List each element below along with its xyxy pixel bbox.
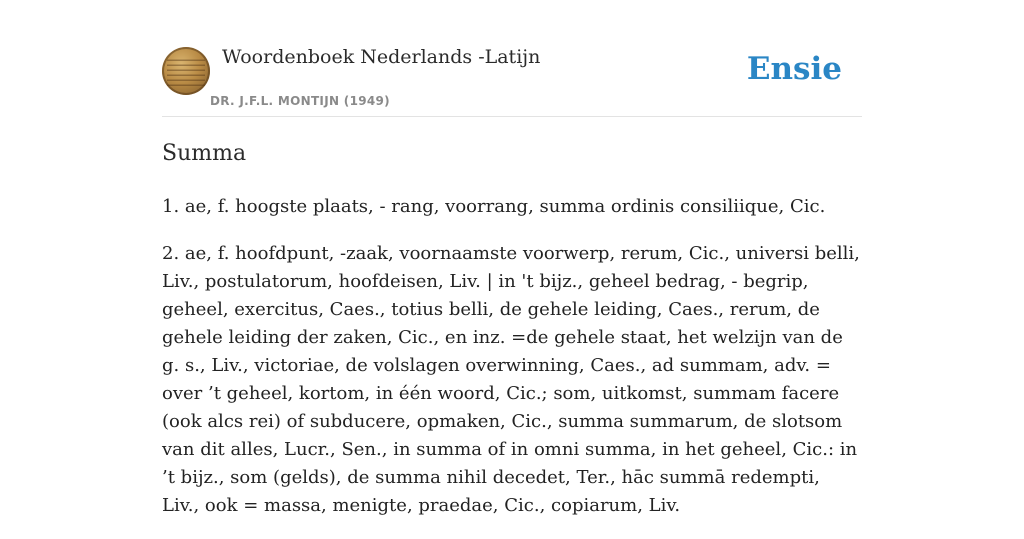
definition-list bbox=[162, 193, 862, 539]
definition-item-2: 2. ae, f. hoofdpunt, -zaak, voornaamste voorwerp, rerum, Cic., universi belli, Liv., postulatorum, hoofdeisen, Liv. | in 't bijz., geheel bedrag, - begrip, geheel, exercitus, Caes., totius belli, de gehele leiding, Caes., rerum, de gehele leiding der zaken, Cic., en inz. =de gehele staat, het welzijn van de g. s., Liv., victoriae, de volslagen overwinning, Caes., ad summam, adv. = over ’t geheel, kortom, in één woord, Cic.; som, uitkomst, summam facere (ook alcs rei) of subducere, opmaken, Cic., summa summarum, de slotsom van dit alles, Lucr., Sen., in summa of in omni summa, in het geheel, Cic.: in ’t bijz., som (gelds), de summa nihil decedet, Ter., hāc summā redempti, Liv., ook = massa, menigte, praedae, Cic., copiarum, Liv. bbox=[162, 243, 860, 516]
dictionary-title[interactable]: Woordenboek Nederlands -Latijn bbox=[222, 46, 541, 68]
dictionary-author: DR. J.F.L. MONTIJN (1949) bbox=[210, 94, 390, 108]
entry-title: Summa bbox=[162, 141, 247, 166]
page bbox=[162, 0, 862, 516]
dictionary-header bbox=[162, 0, 862, 117]
ensie-logo-link[interactable]: Ensie bbox=[746, 51, 842, 87]
medallion-engraving bbox=[167, 56, 205, 86]
bronze-medallion-icon[interactable] bbox=[162, 47, 210, 95]
definition-item-1: 1. ae, f. hoogste plaats, - rang, voorrang, summa ordinis consiliique, Cic. bbox=[162, 196, 826, 217]
